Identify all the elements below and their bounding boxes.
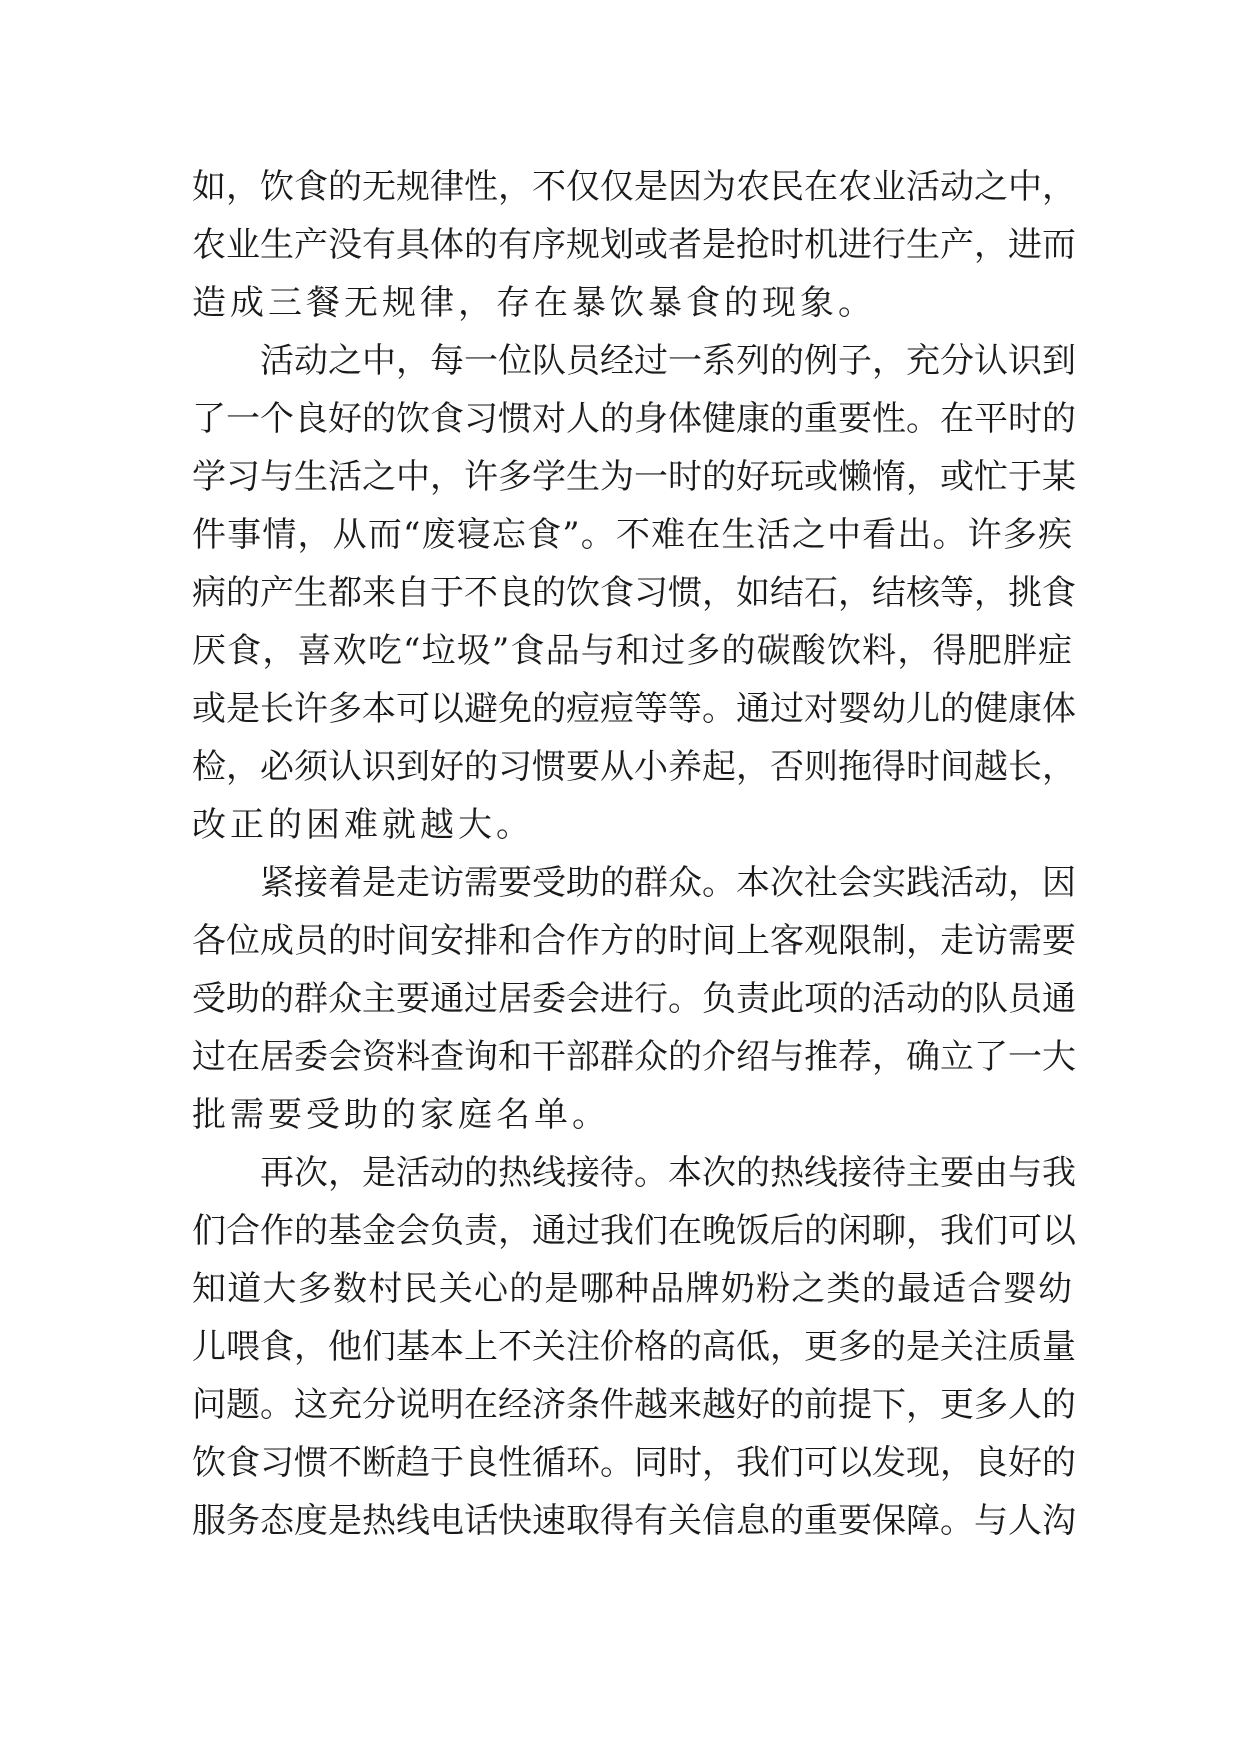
paragraph <box>192 332 1076 854</box>
text-line: 服务态度是热线电话快速取得有关信息的重要保障。与人沟 <box>192 1501 1076 1541</box>
text-line: 受助的群众主要通过居委会进行。负责此项的活动的队员通 <box>192 979 1076 1019</box>
text-line: 再次，是活动的热线接待。本次的热线接待主要由与我 <box>260 1153 1076 1193</box>
text-line: 紧接着是走访需要受助的群众。本次社会实践活动，因 <box>260 863 1076 903</box>
text-line: 件事情，从而“废寝忘食”。不难在生活之中看出。许多疾 <box>192 515 1072 555</box>
text-line: 造成三餐无规律，存在暴饮暴食的现象。 <box>192 283 876 323</box>
text-line: 各位成员的时间安排和合作方的时间上客观限制，走访需要 <box>192 921 1076 961</box>
text-line: 们合作的基金会负责，通过我们在晚饭后的闲聊，我们可以 <box>192 1211 1076 1251</box>
text-line: 学习与生活之中，许多学生为一时的好玩或懒惰，或忙于某 <box>192 457 1076 497</box>
text-line: 儿喂食，他们基本上不关注价格的高低，更多的是关注质量 <box>192 1327 1076 1367</box>
text-line: 活动之中，每一位队员经过一系列的例子，充分认识到 <box>260 341 1076 381</box>
text-line: 了一个良好的饮食习惯对人的身体健康的重要性。在平时的 <box>192 399 1076 439</box>
text-line: 检，必须认识到好的习惯要从小养起，否则拖得时间越长， <box>192 747 1076 787</box>
text-line: 改正的困难就越大。 <box>192 805 534 845</box>
paragraph <box>192 1144 1076 1550</box>
document-body <box>192 158 1076 1550</box>
paragraph <box>192 854 1076 1144</box>
text-line: 批需要受助的家庭名单。 <box>192 1095 610 1135</box>
text-line: 厌食，喜欢吃“垃圾”食品与和过多的碳酸饮料，得肥胖症 <box>192 631 1072 671</box>
text-line: 病的产生都来自于不良的饮食习惯，如结石，结核等，挑食 <box>192 573 1076 613</box>
text-line: 过在居委会资料查询和干部群众的介绍与推荐，确立了一大 <box>192 1037 1076 1077</box>
text-line: 问题。这充分说明在经济条件越来越好的前提下，更多人的 <box>192 1385 1076 1425</box>
text-line: 或是长许多本可以避免的痘痘等等。通过对婴幼儿的健康体 <box>192 689 1076 729</box>
text-line: 如，饮食的无规律性，不仅仅是因为农民在农业活动之中， <box>192 167 1076 207</box>
paragraph <box>192 158 1076 332</box>
text-line: 农业生产没有具体的有序规划或者是抢时机进行生产，进而 <box>192 225 1076 265</box>
text-line: 饮食习惯不断趋于良性循环。同时，我们可以发现，良好的 <box>192 1443 1076 1483</box>
text-line: 知道大多数村民关心的是哪种品牌奶粉之类的最适合婴幼 <box>192 1269 1072 1309</box>
